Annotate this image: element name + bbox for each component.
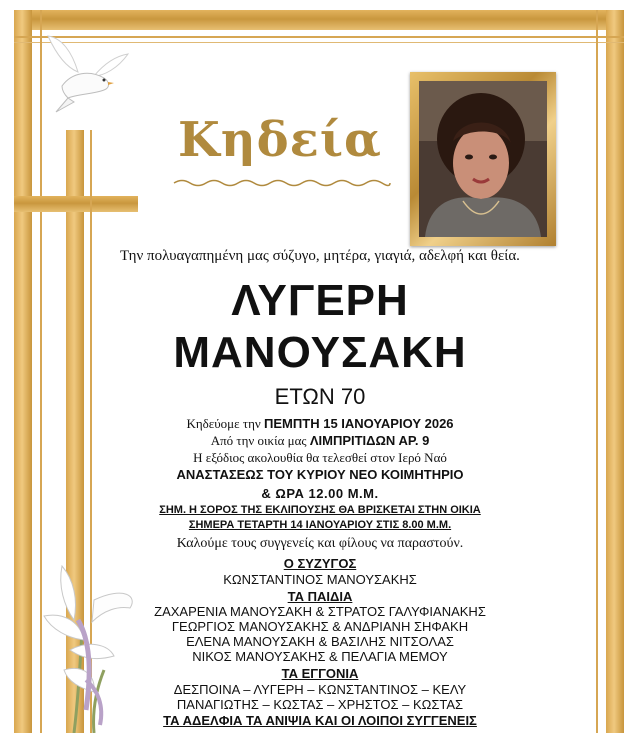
note-line: ΣΗΜΕΡΑ ΤΕΤΑΡΤΗ 14 ΙΑΝΟΥΑΡΙΟΥ ΣΤΙΣ 8.00 Μ.Μ.: [188, 519, 452, 531]
ornament-divider: [172, 176, 392, 190]
child-entry: ΝΙΚΟΣ ΜΑΝΟΥΣΑΚΗΣ & ΠΕΛΑΓΙΑ ΜΕΜΟΥ: [192, 649, 448, 664]
deceased-age: ΕΤΩΝ 70: [274, 384, 366, 409]
child-entry: ΖΑΧΑΡΕΝΙΑ ΜΑΝΟΥΣΑΚΗ & ΣΤΡΑΤΟΣ ΓΑΛΥΦΙΑΝΑΚΗΣ: [154, 604, 486, 619]
child-entry: ΕΛΕΝΑ ΜΑΝΟΥΣΑΚΗ & ΒΑΣΙΛΗΣ ΝΙΤΣΟΛΑΣ: [186, 634, 454, 649]
funeral-date: ΠΕΜΠΤΗ 15 ΙΑΝΟΥΑΡΙΟΥ 2026: [264, 416, 454, 431]
grandchildren-heading: ΤΑ ΕΓΓΟΝΙΑ: [281, 666, 359, 681]
home-prefix: Από την οικία μας: [210, 433, 310, 448]
funeral-date-prefix: Κηδεύομε την: [186, 416, 264, 431]
lily-icon: [34, 560, 144, 733]
funeral-home-line: [0, 433, 640, 449]
grandchildren-entry: ΠΑΝΑΓΙΩΤΗΣ – ΚΩΣΤΑΣ – ΧΡΗΣΤΟΣ – ΚΩΣΤΑΣ: [176, 697, 464, 712]
service-time: & ΩΡΑ 12.00 Μ.Μ.: [261, 486, 379, 501]
spouse-heading: Ο ΣΥΖΥΓΟΣ: [283, 556, 357, 571]
cross-icon: [14, 196, 138, 212]
church-name: ΑΝΑΣΤΑΣΕΩΣ ΤΟΥ ΚΥΡΙΟΥ ΝΕΟ ΚΟΙΜΗΤΗΡΙΟ: [176, 467, 464, 482]
home-address: ΛΙΜΠΡΙΤΙΔΩΝ ΑΡ. 9: [309, 433, 430, 448]
service-line: Η εξόδιος ακολουθία θα τελεσθεί στον Ιερό Ναό: [193, 450, 447, 465]
page-title: Κηδεία: [178, 112, 382, 168]
frame-top-border: [14, 10, 624, 30]
funeral-date-line: [0, 416, 640, 432]
dove-icon: [38, 28, 134, 118]
relatives-footer: ΤΑ ΑΔΕΛΦΙΑ ΤΑ ΑΝΙΨΙΑ ΚΑΙ ΟΙ ΛΟΙΠΟΙ ΣΥΓΓΕΝΕΙΣ: [163, 713, 477, 728]
note-line: ΣΗΜ. Η ΣΟΡΟΣ ΤΗΣ ΕΚΛΙΠΟΥΣΗΣ ΘΑ ΒΡΙΣΚΕΤΑΙ ΣΤΗΝ ΟΙΚΙΑ: [159, 504, 481, 516]
deceased-first-name: ΛΥΓΕΡΗ: [231, 276, 409, 325]
invite-text: Καλούμε τους συγγενείς και φίλους να παραστούν.: [176, 536, 464, 551]
children-heading: ΤΑ ΠΑΙΔΙΑ: [287, 589, 353, 604]
deceased-last-name: ΜΑΝΟΥΣΑΚΗ: [173, 328, 467, 377]
spouse-name: ΚΩΝΣΤΑΝΤΙΝΟΣ ΜΑΝΟΥΣΑΚΗΣ: [223, 572, 417, 587]
child-entry: ΓΕΩΡΓΙΟΣ ΜΑΝΟΥΣΑΚΗΣ & ΑΝΔΡΙΑΝΗ ΣΗΦΑΚΗ: [171, 619, 469, 634]
grandchildren-entry: ΔΕΣΠΟΙΝΑ – ΛΥΓΕΡΗ – ΚΩΝΣΤΑΝΤΙΝΟΣ – ΚΕΛΥ: [173, 682, 467, 697]
portrait-photo: [419, 81, 547, 237]
intro-text: Την πολυαγαπημένη μας σύζυγο, μητέρα, γιαγιά, αδελφή και θεία.: [120, 248, 520, 264]
